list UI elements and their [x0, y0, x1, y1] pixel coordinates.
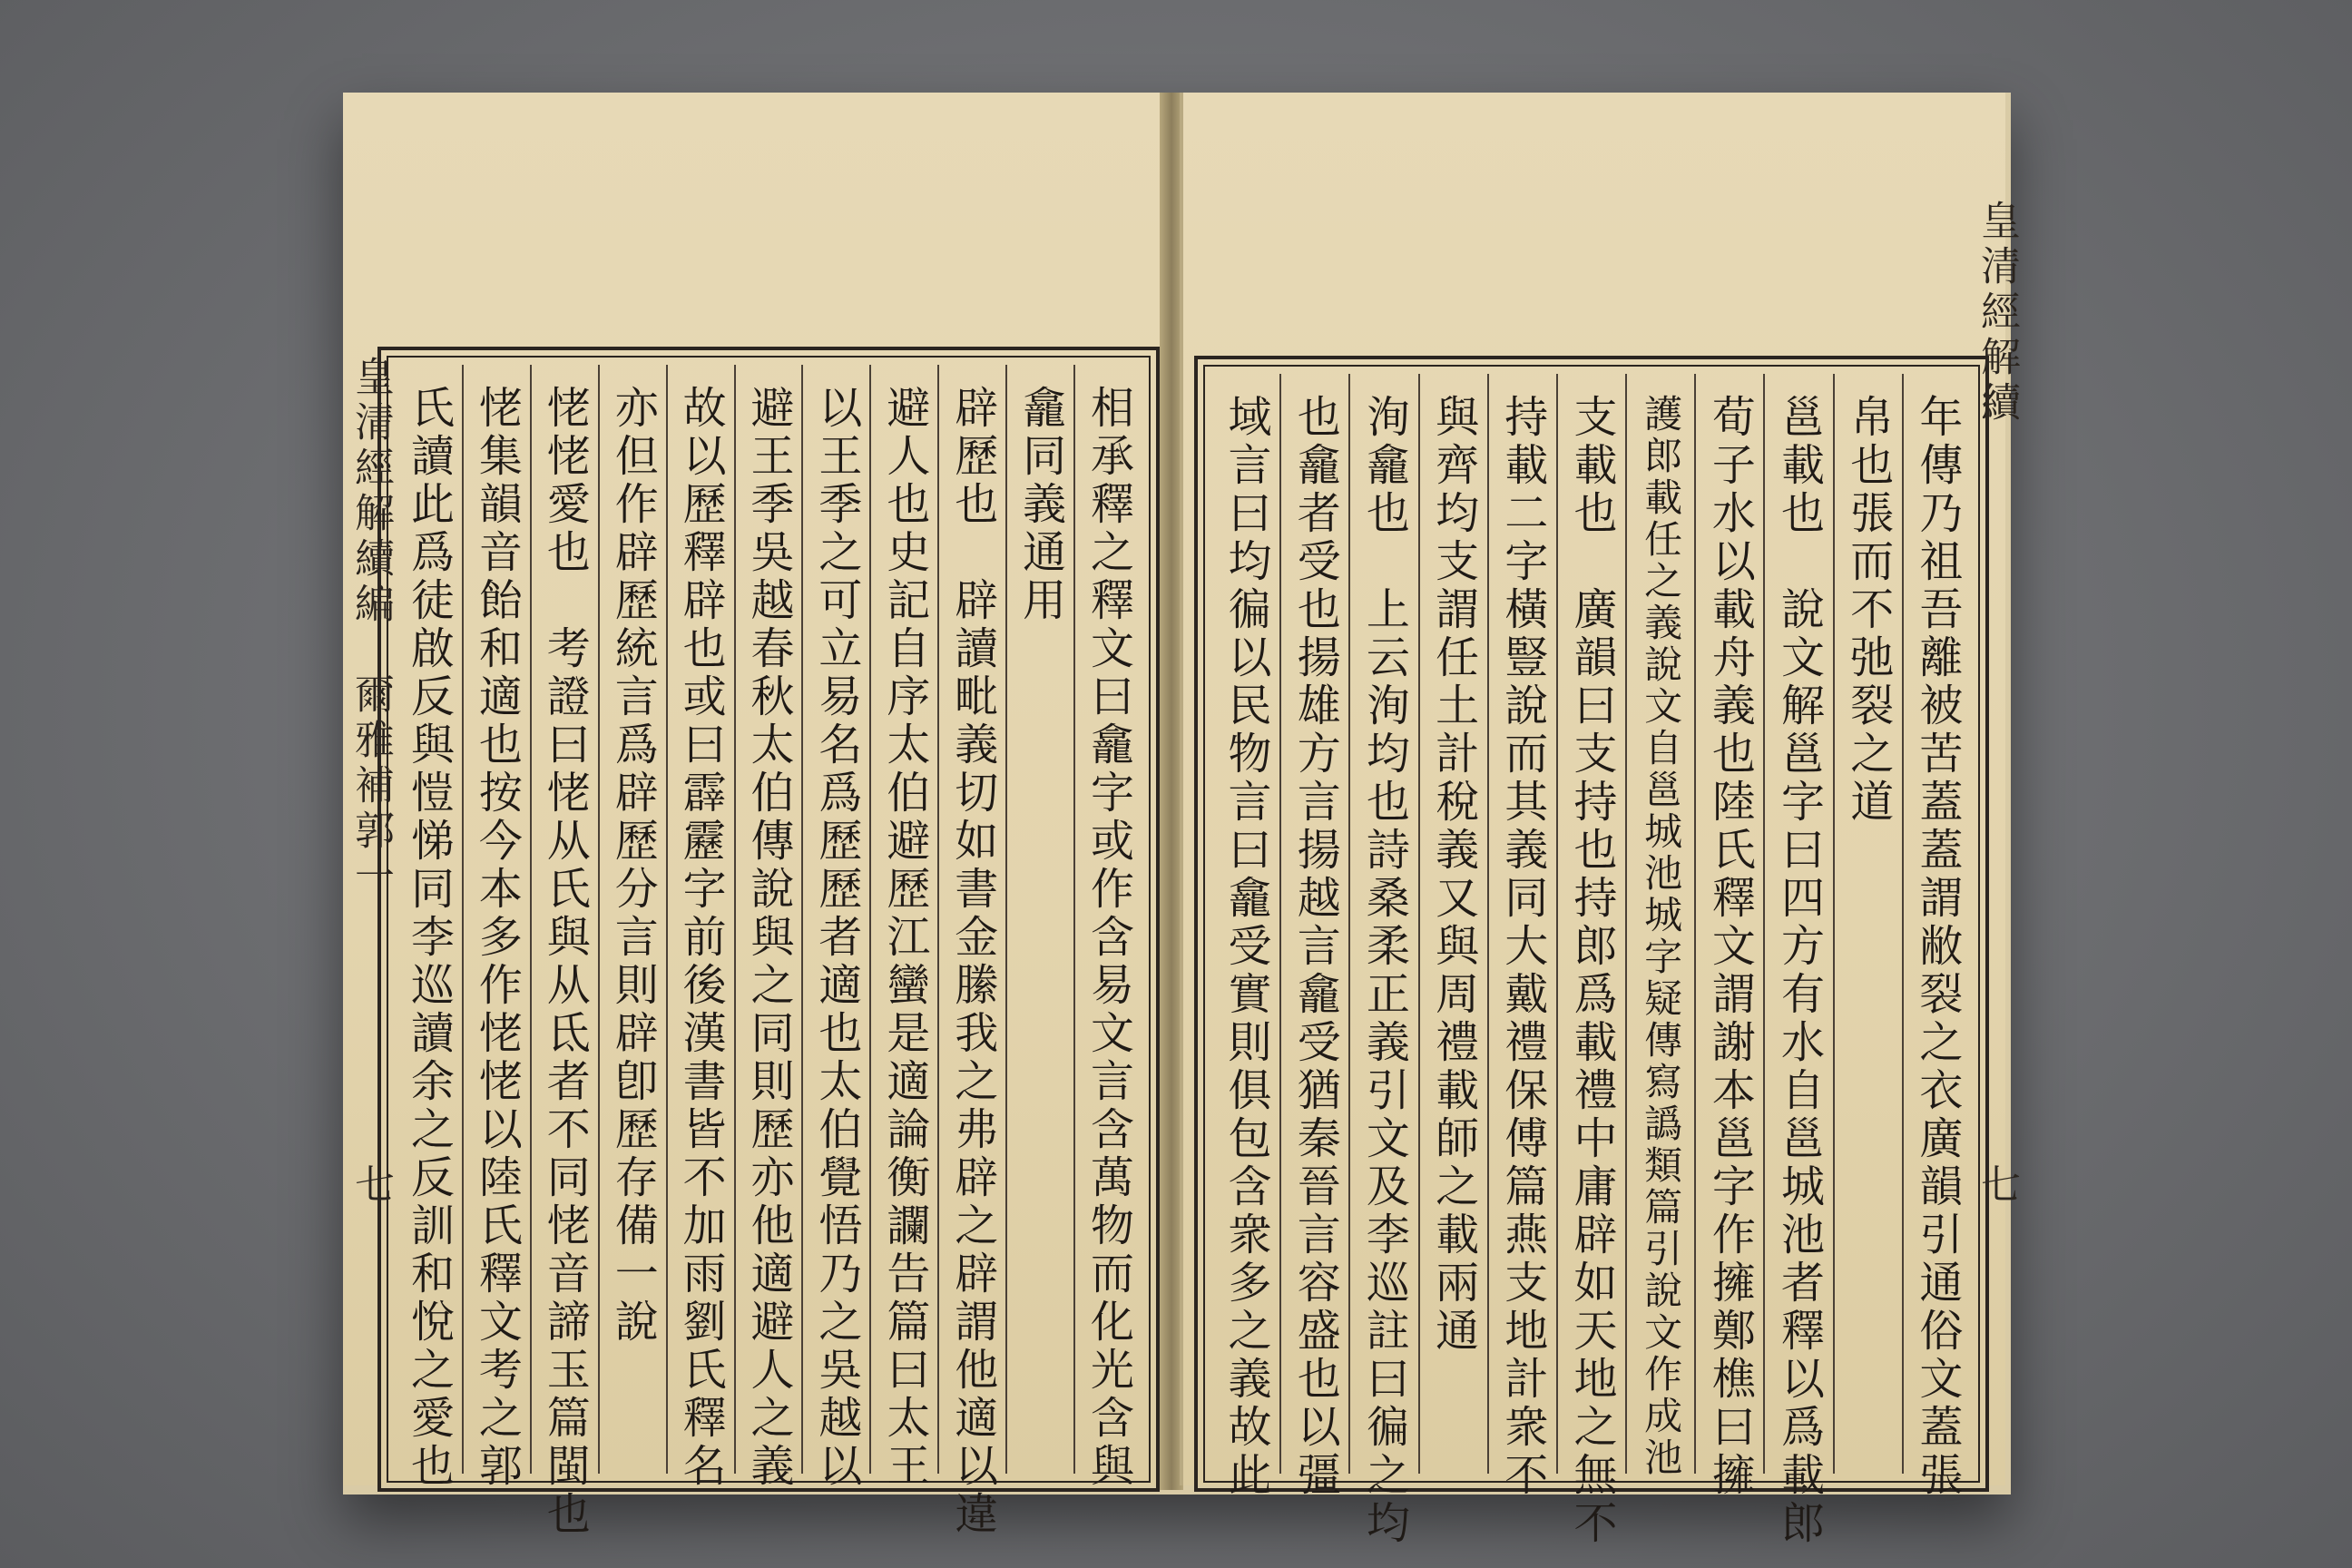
left-column-text: 相承釋之釋文曰龕字或作含易文言含萬物而化光含與 [1083, 385, 1134, 1491]
right-column-text: 護郎載任之義說文自邕城池城字疑傳寫譌類篇引說文作成池 [1639, 394, 1684, 1479]
right-text-columns [1212, 374, 1971, 1548]
left-column [666, 365, 734, 1491]
right-column [1279, 374, 1348, 1500]
right-page-number: 七 [1974, 1163, 2020, 1209]
left-column [1073, 365, 1142, 1491]
left-column-text: 恅集韻音飴和適也按今本多作恅恅以陸氏釋文考之郭 [471, 385, 523, 1491]
right-text-frame [1194, 356, 1989, 1548]
right-column [1902, 374, 1971, 1500]
left-column-text: 故以歷釋辟也或曰霹靂字前後漢書皆不加雨劉氏釋名 [675, 385, 727, 1491]
right-column [1625, 374, 1694, 1479]
right-column-text: 邕載也 說文解邕字曰四方有水自邕城池者釋以爲載郎 [1773, 394, 1825, 1548]
left-column [869, 365, 937, 1491]
left-column [396, 365, 462, 1491]
right-column-text: 支載也 廣韻曰支持也持郎爲載禮中庸辟如天地之無不 [1565, 394, 1617, 1548]
left-column-text: 避人也史記自序太伯避歷江蠻是適論衡讕告篇曰太王 [878, 385, 930, 1491]
right-column [1833, 374, 1902, 1474]
right-margin-title: 皇清經解續 [1974, 200, 2020, 426]
right-column-text: 也龕者受也揚雄方言揚越言龕受猶秦晉言容盛也以彊 [1289, 394, 1341, 1500]
left-column-text: 避王季吳越春秋太伯傳說與之同則歷亦他適避人之義 [743, 385, 795, 1491]
right-column [1348, 374, 1417, 1548]
left-column [462, 365, 530, 1491]
left-column [598, 365, 666, 1474]
right-page [1180, 93, 2020, 1548]
left-text-frame [377, 347, 1160, 1539]
left-column-text: 亦但作辟歷統言爲辟歷分言則辟卽歷存備一說 [607, 385, 659, 1347]
left-book-title: 皇清經解續編 [348, 356, 394, 628]
left-column-text: 龕同義通用 [1014, 385, 1066, 625]
right-column-text: 域言曰均徧以民物言曰龕受實則俱包含衆多之義故此 [1220, 394, 1272, 1500]
left-column-text: 氏讀此爲徒啟反與愷悌同李巡讀余之反訓和悅之愛也 [403, 385, 455, 1491]
left-column-text: 以王季之可立易名爲歷歷者適也太伯覺悟乃之吳越以 [810, 385, 862, 1491]
right-column-text: 荀子水以載舟義也陸氏釋文謂謝本邕字作擁鄭樵曰擁 [1704, 394, 1756, 1500]
left-page-number: 七 [348, 1163, 394, 1209]
right-column-text: 帛也張而不弛裂之道 [1842, 394, 1894, 827]
right-column [1418, 374, 1487, 1474]
left-column [530, 365, 598, 1539]
left-column [801, 365, 869, 1491]
right-column-text: 與齊均支謂任土計稅義又與周禮載師之載兩通 [1427, 394, 1479, 1356]
left-column [734, 365, 802, 1491]
right-column [1694, 374, 1763, 1500]
left-section-title: 爾雅補郭一 [348, 673, 394, 900]
left-column [937, 365, 1005, 1539]
right-column-text: 持載二字橫豎說而其義同大戴禮保傅篇燕支地計衆不 [1496, 394, 1548, 1500]
right-column-text: 洵龕也 上云洵均也詩桑柔正義引文及李巡註曰徧之均 [1358, 394, 1410, 1548]
left-column-text: 辟歷也 辟讀毗義切如書金縢我之弗辟之辟謂他適以違 [946, 385, 998, 1539]
left-column-text: 恅恅愛也 考證曰恅从氏與从氐者不同恅音諦玉篇閩也 [539, 385, 591, 1539]
left-page [343, 93, 1171, 1539]
left-text-columns [396, 365, 1142, 1539]
right-column [1556, 374, 1625, 1548]
right-column [1487, 374, 1556, 1500]
right-column-text: 年傳乃祖吾離被苦蓋蓋謂敝裂之衣廣韻引通俗文蓋張 [1911, 394, 1963, 1500]
book-spread [343, 93, 2020, 1548]
right-column [1212, 374, 1279, 1500]
left-column [1005, 365, 1073, 1474]
right-column [1763, 374, 1832, 1548]
